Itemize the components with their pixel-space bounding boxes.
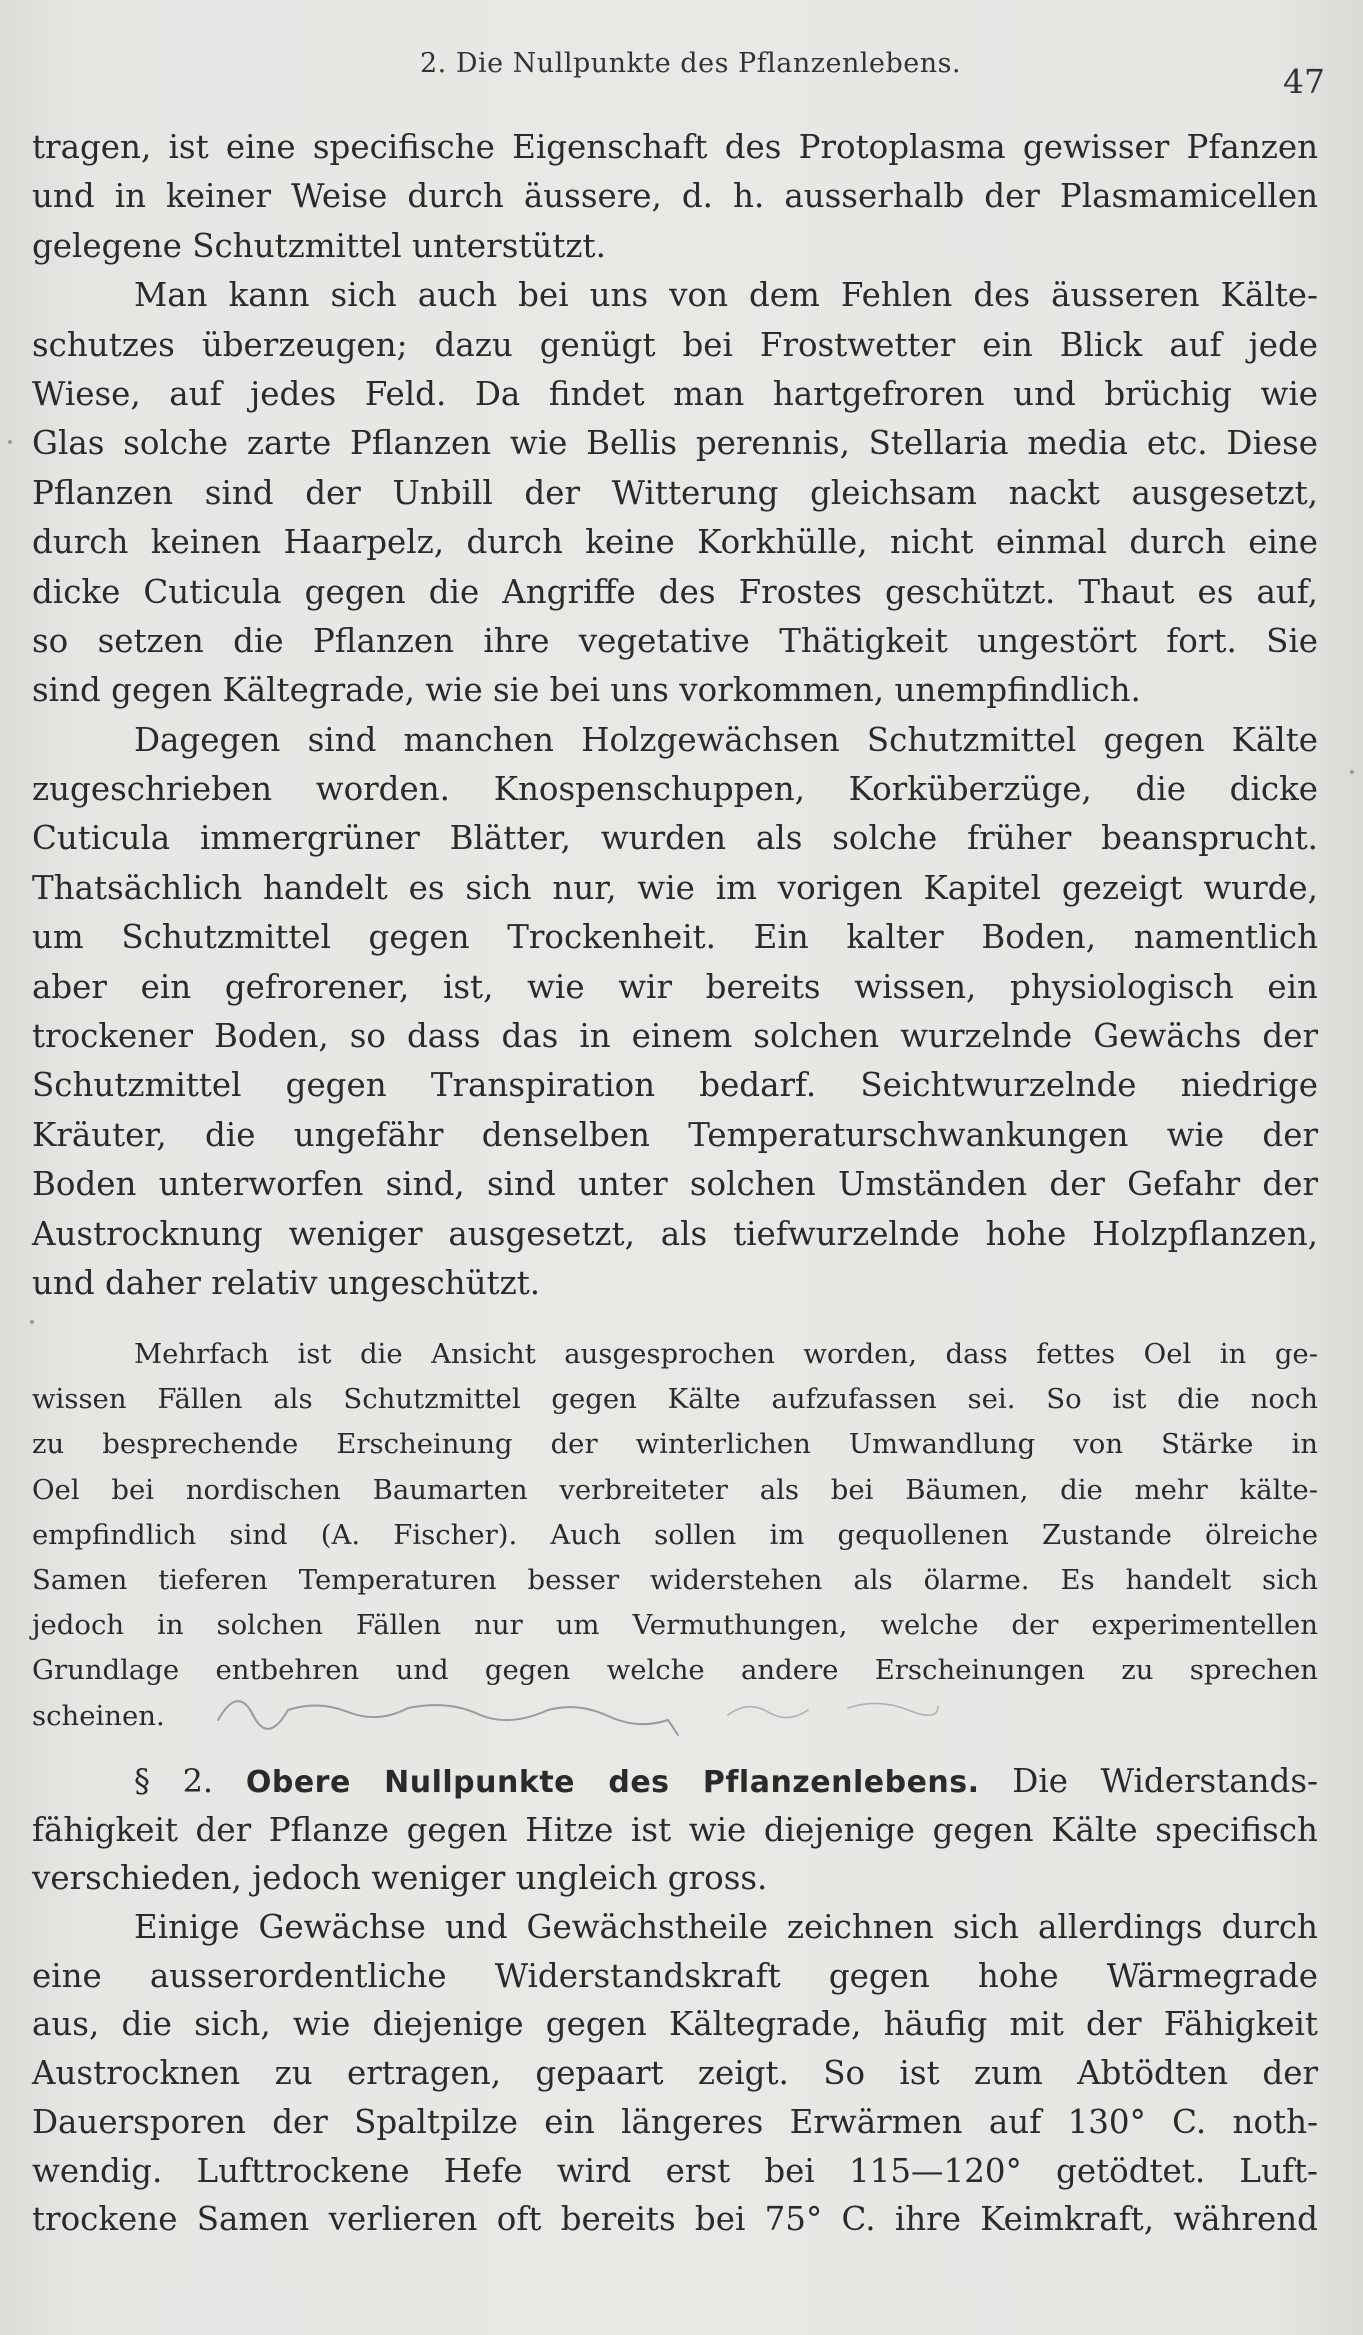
text-line: und in keiner Weise durch äussere, d. h. ausserhalb der Plasmamicellen xyxy=(32,177,1318,216)
small-print-block xyxy=(32,1332,1318,1739)
text-line: aus, die sich, wie diejenige gegen Kältegrade, häufig mit der Fähigkeit xyxy=(32,2005,1318,2044)
small-text-line: zu besprechende Erscheinung der winterlichen Umwandlung von Stärke in xyxy=(32,1428,1318,1461)
small-text-line: Mehrfach ist die Ansicht ausgesprochen worden, dass fettes Oel in ge- xyxy=(134,1338,1318,1370)
text-line: aber ein gefrorener, ist, wie wir bereits wissen, physiologisch ein xyxy=(32,967,1318,1006)
paper-speck xyxy=(1350,770,1354,774)
small-text-line: Samen tieferen Temperaturen besser widerstehen als ölarme. Es handelt sich xyxy=(32,1563,1318,1596)
text-line: Kräuter, die ungefähr denselben Temperaturschwankungen wie der xyxy=(32,1115,1318,1154)
text-line: Glas solche zarte Pflanzen wie Bellis perennis, Stellaria media etc. Diese xyxy=(32,424,1318,463)
text-line: Austrocknung weniger ausgesetzt, als tiefwurzelnde hohe Holzpflanzen, xyxy=(32,1214,1318,1253)
text-line: sind gegen Kältegrade, wie sie bei uns vorkommen, unempfindlich. xyxy=(32,671,1141,710)
text-line: eine ausserordentliche Widerstandskraft gegen hohe Wärmegrade xyxy=(32,1956,1318,1995)
running-title: 2. Die Nullpunkte des Pflanzenlebens. xyxy=(420,48,962,79)
text-fragment: Die Widerstands- xyxy=(1012,1762,1318,1800)
text-line: Pflanzen sind der Unbill der Witterung gleichsam nackt ausgesetzt, xyxy=(32,473,1318,512)
text-line: tragen, ist eine specifische Eigenschaft des Protoplasma gewisser Pfanzen xyxy=(32,128,1318,166)
text-line: Einige Gewächse und Gewächstheile zeichnen sich allerdings durch xyxy=(134,1908,1318,1947)
section-heading-line xyxy=(32,1757,1318,1806)
text-line: um Schutzmittel gegen Trockenheit. Ein kalter Boden, namentlich xyxy=(32,918,1318,957)
small-text-line: empfindlich sind (A. Fischer). Auch sollen im gequollenen Zustande ölreiche xyxy=(32,1518,1318,1551)
text-line: Dagegen sind manchen Holzgewächsen Schutzmittel gegen Kälte xyxy=(134,720,1318,759)
text-line: trockene Samen verlieren oft bereits bei 75° C. ihre Keimkraft, während xyxy=(32,2200,1318,2239)
text-line: Cuticula immergrüner Blätter, wurden als solche früher beansprucht. xyxy=(32,819,1318,858)
small-text-line: jedoch in solchen Fällen nur um Vermuthungen, welche der experimentellen xyxy=(32,1609,1318,1642)
text-line: und daher relativ ungeschützt. xyxy=(32,1263,541,1302)
text-line: Wiese, auf jedes Feld. Da findet man hartgefroren und brüchig wie xyxy=(32,374,1318,413)
text-line: fähigkeit der Pflanze gegen Hitze ist wie diejenige gegen Kälte specifisch xyxy=(32,1810,1318,1849)
text-line: Austrocknen zu ertragen, gepaart zeigt. So ist zum Abtödten der xyxy=(32,2054,1318,2093)
text-line: gelegene Schutzmittel unterstützt. xyxy=(32,226,606,265)
text-line: Boden unterworfen sind, sind unter solchen Umständen der Gefahr der xyxy=(32,1165,1318,1204)
text-line: wendig. Lufttrockene Hefe wird erst bei 115—120° getödtet. Luft- xyxy=(32,2151,1318,2190)
page-number: 47 xyxy=(1283,62,1325,101)
small-text-line: Grundlage entbehren und gegen welche andere Erscheinungen zu sprechen xyxy=(32,1654,1318,1687)
text-line: Schutzmittel gegen Transpiration bedarf. Seichtwurzelnde niedrige xyxy=(32,1066,1318,1105)
text-line: verschieden, jedoch weniger ungleich gross. xyxy=(32,1859,768,1898)
paper-speck xyxy=(8,440,12,444)
text-line: Man kann sich auch bei uns von dem Fehlen des äusseren Kälte- xyxy=(134,276,1318,315)
text-line: zugeschrieben worden. Knospenschuppen, Korküberzüge, die dicke xyxy=(32,770,1318,809)
text-line: trockener Boden, so dass das in einem solchen wurzelnde Gewächs der xyxy=(32,1017,1318,1056)
section-block xyxy=(32,1757,1318,2244)
small-text-line: wissen Fällen als Schutzmittel gegen Kälte aufzufassen sei. So ist die noch xyxy=(32,1383,1318,1416)
text-line: Dauersporen der Spaltpilze ein längeres Erwärmen auf 130° C. noth- xyxy=(32,2102,1318,2141)
text-line: durch keinen Haarpelz, durch keine Korkhülle, nicht einmal durch eine xyxy=(32,523,1318,562)
section-number: § 2. xyxy=(134,1762,214,1800)
running-head xyxy=(0,42,1363,101)
section-heading: Obere Nullpunkte des Pflanzenlebens. xyxy=(245,1765,980,1800)
text-line: so setzen die Pflanzen ihre vegetative Thätigkeit ungestört fort. Sie xyxy=(32,621,1318,660)
main-text-block xyxy=(32,123,1318,1308)
text-line: Thatsächlich handelt es sich nur, wie im vorigen Kapitel gezeigt wurde, xyxy=(32,868,1318,907)
small-text-line: Oel bei nordischen Baumarten verbreiteter als bei Bäumen, die mehr kälte- xyxy=(32,1473,1318,1506)
text-line: schutzes überzeugen; dazu genügt bei Frostwetter ein Blick auf jede xyxy=(32,325,1318,364)
text-line: dicke Cuticula gegen die Angriffe des Frostes geschützt. Thaut es auf, xyxy=(32,572,1318,611)
small-text-line: scheinen. xyxy=(32,1699,165,1732)
paper-speck xyxy=(30,1320,34,1324)
